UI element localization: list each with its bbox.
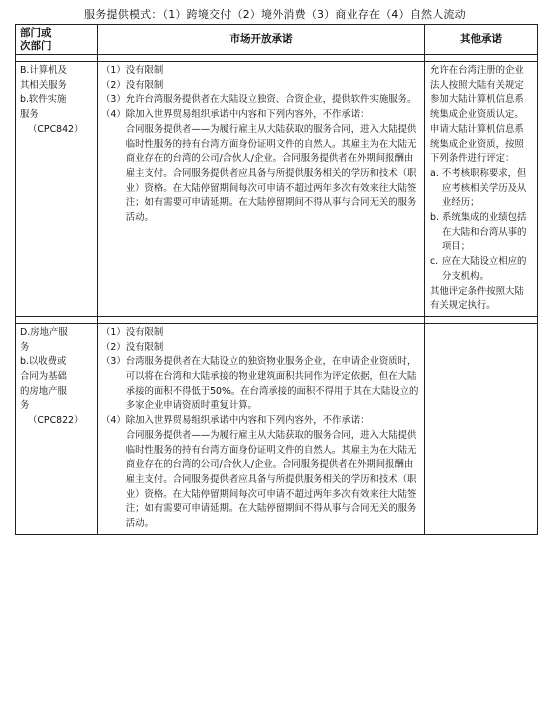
commitment-item [101, 64, 420, 79]
commitment-cell [98, 323, 425, 534]
other-intro: 允许在台湾注册的企业法人按照大陆有关规定参加大陆计算机信息系统集成企业资质认定。申请大陆计算机信息系统集成企业资质，按照下列条件进行评定： [430, 65, 524, 165]
page-title: 服务提供模式：（1）跨境交付（2）境外消费（3）商业存在（4）自然人流动 [84, 8, 466, 21]
other-header: 其他承诺 [425, 25, 538, 55]
commitment-item [101, 355, 420, 414]
commitment-body [126, 341, 420, 356]
commitment-number: （4） [101, 109, 126, 121]
header-row [16, 25, 538, 55]
sector-name-line: b.以收费或 [20, 356, 67, 368]
other-item [430, 211, 533, 255]
spacer-cell [425, 55, 538, 62]
sector-name-line: D.房地产服 [20, 326, 68, 338]
other-item [430, 255, 533, 284]
commitment-item [101, 108, 420, 226]
other-item-label: b. [430, 212, 439, 224]
spacer-cell [98, 316, 425, 323]
commitment-text: 允许台湾服务提供者在大陆设立独资、合资企业，提供软件实施服务。 [125, 94, 417, 106]
commitment-number: （3） [101, 94, 126, 106]
row-spacer [16, 316, 538, 323]
commitment-text: 没有限制 [125, 326, 164, 338]
other-item-text: 不考核职称要求，但应考核相关学历及从业经历； [442, 167, 527, 209]
commitment-text: 没有限制 [125, 79, 164, 91]
commitment-item [101, 326, 420, 341]
commitment-item [101, 341, 420, 356]
commitment-body [126, 355, 420, 414]
commitment-item [101, 79, 420, 94]
other-item-label: c. [430, 256, 439, 268]
commitment-number: （3） [101, 356, 126, 368]
other-item-label: a. [430, 167, 439, 179]
row-spacer [16, 55, 538, 62]
sector-header-line1: 部门或 [20, 26, 52, 39]
commitment-number: （1） [101, 65, 126, 76]
sector-header-line2: 次部门 [20, 39, 52, 52]
commitment-cell [98, 62, 425, 317]
sector-name-line: 务 [20, 400, 30, 412]
sector-header [16, 25, 98, 55]
spacer-cell [98, 55, 425, 62]
commitment-number: （1） [101, 326, 126, 338]
commitment-text: 没有限制 [125, 65, 164, 76]
other-commitment-cell [425, 62, 538, 317]
sector-cell [16, 323, 98, 534]
sector-code: （CPC842） [28, 123, 84, 135]
commitment-text: 台湾服务提供者在大陆设立的独资物业服务企业，在申请企业资质时，可以将在台湾和大陆承接的物业建筑面积共同作为评定依据，但在大陆承接的面积不得低于50%。在台湾承接的面积不得用于其在大陆设立的多家企业申请资质时重复计算。 [125, 356, 419, 412]
commitment-detail: 合同服务提供者——为履行雇主从大陆获取的服务合同，进入大陆提供临时性服务的持有台湾方面身份证明文件的自然人。其雇主为在大陆无商业存在的台湾的公司/合伙人/企业。合同服务提供者在外期间报酬由雇主支付。合同服务提供者应具备与所提供服务相关的学历和技术（职业）资格。在大陆停留期间每次可申请不超过两年多次有效来往大陆签注；如有需要可申请延期。在大陆停留期间不得从事与合同无关的服务活动。 [125, 123, 417, 224]
sector-code: （CPC822） [28, 415, 84, 427]
commitment-body [126, 326, 420, 341]
table-row [16, 323, 538, 534]
commitment-item [101, 93, 420, 108]
sector-name-line: b.软件实施 [20, 94, 67, 106]
commitment-number: （4） [101, 415, 126, 427]
other-commitment-cell [425, 323, 538, 534]
commitment-item [101, 414, 420, 532]
sector-name-line: B.计算机及 [20, 65, 67, 76]
sector-name-line: 务 [20, 341, 30, 353]
commitment-body [126, 93, 420, 108]
commitment-text: 没有限制 [125, 341, 164, 353]
other-item-text: 应在大陆设立相应的分支机构。 [442, 256, 527, 282]
table-row [16, 62, 538, 317]
sector-name-line: 其相关服务 [20, 79, 67, 91]
spacer-cell [425, 316, 538, 323]
commitment-body [126, 414, 420, 532]
sector-name-line: 合同为基础 [20, 371, 67, 383]
spacer-cell [16, 316, 98, 323]
sector-cell [16, 62, 98, 317]
commitment-text: 除加入世界贸易组织承诺中内容和下列内容外，不作承诺： [125, 109, 370, 121]
commitment-detail: 合同服务提供者——为履行雇主从大陆获取的服务合同，进入大陆提供临时性服务的持有台湾方面身份证明文件的自然人。其雇主为在大陆无商业存在的台湾的公司/合伙人/企业。合同服务提供者在外期间报酬由雇主支付。合同服务提供者应具备与所提供服务相关的学历和技术（职业）资格。在大陆停留期间每次可申请不超过两年多次有效来往大陆签注；如有需要可申请延期。在大陆停留期间不得从事与合同无关的服务活动。 [125, 429, 417, 530]
other-item-text: 系统集成的业绩包括在大陆和台湾从事的项目； [442, 212, 527, 253]
market-header: 市场开放承诺 [98, 25, 425, 55]
commitment-number: （2） [101, 341, 126, 353]
commitment-table [15, 24, 538, 535]
commitment-body [126, 79, 420, 94]
other-outro: 其他评定条件按照大陆有关规定执行。 [430, 285, 524, 312]
other-item [430, 167, 533, 211]
commitment-number: （2） [101, 79, 126, 91]
commitment-body [126, 108, 420, 226]
spacer-cell [16, 55, 98, 62]
sector-name-line: 服务 [20, 109, 39, 121]
sector-name-line: 的房地产服 [20, 385, 67, 397]
commitment-text: 除加入世界贸易组织承诺中内容和下列内容外，不作承诺： [125, 415, 370, 427]
commitment-body [126, 64, 420, 79]
